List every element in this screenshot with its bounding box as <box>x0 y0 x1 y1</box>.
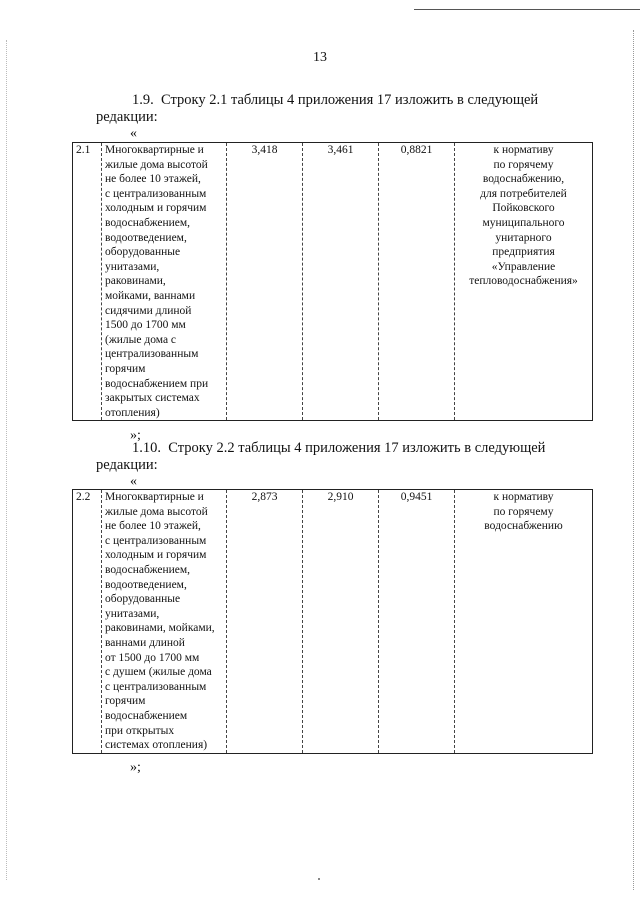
description-line: раковинами, <box>105 275 166 288</box>
description-line: жилые дома высотой <box>105 505 208 518</box>
description-line: горячим <box>105 362 146 375</box>
open-quote-1-10: « <box>130 474 137 489</box>
page-number: 13 <box>313 50 327 65</box>
value-cell-1: 3,418 <box>227 143 303 421</box>
description-line: (жилые дома с <box>105 333 177 346</box>
paragraph-1-9-text: Строку 2.1 таблицы 4 приложения 17 изложить в следующей <box>161 92 539 108</box>
description-line: не более 10 этажей, <box>105 173 201 186</box>
paragraph-1-9-number: 1.9. <box>132 92 154 108</box>
close-quote-1-10: »; <box>130 760 141 775</box>
open-quote-1-9: « <box>130 126 137 141</box>
value-cell-2: 2,910 <box>303 490 379 754</box>
paragraph-1-9-line1 <box>96 92 576 109</box>
description-line: унитазами, <box>105 260 160 273</box>
description-line: системах отопления) <box>105 739 208 752</box>
description-line: с централизованным <box>105 534 207 547</box>
description-line: Многоквартирные и <box>105 144 204 156</box>
description-line: водоснабжением <box>105 709 188 722</box>
description-line: с централизованным <box>105 187 207 200</box>
description-line: централизованным <box>105 348 199 361</box>
description-line: холодным и горячим <box>105 549 207 562</box>
description-line: жилые дома высотой <box>105 158 208 171</box>
scan-artifact-dot <box>318 878 320 880</box>
description-line: унитазами, <box>105 607 160 620</box>
paragraph-1-10-line1 <box>96 440 576 457</box>
note-line: водоснабжению <box>484 520 563 533</box>
description-line: не более 10 этажей, <box>105 520 201 533</box>
description-line: водоснабжением, <box>105 563 191 576</box>
note-cell <box>455 143 593 421</box>
scan-artifact-left-edge <box>6 40 8 880</box>
description-line: 1500 до 1700 мм <box>105 319 186 332</box>
note-line: к нормативу <box>493 491 554 503</box>
description-line: водоотведением, <box>105 578 187 591</box>
description-line: с душем (жилые дома <box>105 666 212 679</box>
description-line: мойками, ваннами <box>105 289 196 302</box>
description-line: водоотведением, <box>105 231 187 244</box>
description-cell <box>102 143 227 421</box>
note-line: по горячему <box>493 505 554 518</box>
description-line: холодным и горячим <box>105 202 207 215</box>
note-line: «Управление <box>491 260 556 273</box>
note-line: водоснабжению, <box>482 173 565 186</box>
description-line: от 1500 до 1700 мм <box>105 651 200 664</box>
description-line: водоснабжением при <box>105 377 209 390</box>
note-line: Пойковского <box>492 202 555 215</box>
note-line: тепловодоснабжения» <box>469 275 578 288</box>
description-line: Многоквартирные и <box>105 491 204 503</box>
paragraph-1-10-text: Строку 2.2 таблицы 4 приложения 17 изложить в следующей <box>168 440 546 456</box>
value-cell-3: 0,9451 <box>379 490 455 754</box>
row-number-cell: 2.2 <box>73 490 102 754</box>
description-line: горячим <box>105 695 146 708</box>
table-row-2-1 <box>72 142 593 421</box>
note-line: предприятия <box>492 246 555 259</box>
paragraph-1-10 <box>96 440 576 474</box>
description-line: сидячими длиной <box>105 304 192 317</box>
paragraph-1-9-line2: редакции: <box>96 109 158 125</box>
description-line: оборудованные <box>105 593 181 606</box>
note-line: муниципального <box>482 216 565 229</box>
table-row <box>73 490 593 754</box>
description-line: при открытых <box>105 724 175 737</box>
description-line: водоснабжением, <box>105 216 191 229</box>
row-number-cell: 2.1 <box>73 143 102 421</box>
paragraph-1-10-number: 1.10. <box>132 440 161 456</box>
description-line: закрытых системах <box>105 392 200 405</box>
description-line: отопления) <box>105 406 160 419</box>
note-line: унитарного <box>495 231 552 244</box>
description-line: с централизованным <box>105 680 207 693</box>
description-line: ваннами длиной <box>105 636 185 649</box>
table-row-2-2 <box>72 489 593 754</box>
value-cell-2: 3,461 <box>303 143 379 421</box>
description-cell <box>102 490 227 754</box>
note-line: для потребителей <box>480 187 567 200</box>
scan-artifact-top-line <box>414 9 640 10</box>
close-quote-1-9: »; <box>130 428 141 443</box>
paragraph-1-10-line2: редакции: <box>96 457 158 473</box>
value-cell-1: 2,873 <box>227 490 303 754</box>
description-line: оборудованные <box>105 246 181 259</box>
description-line: раковинами, мойками, <box>105 622 215 635</box>
scan-artifact-right-edge <box>633 30 635 890</box>
note-cell <box>455 490 593 754</box>
note-line: по горячему <box>493 158 554 171</box>
note-line: к нормативу <box>493 144 554 156</box>
value-cell-3: 0,8821 <box>379 143 455 421</box>
paragraph-1-9 <box>96 92 576 126</box>
table-row <box>73 143 593 421</box>
